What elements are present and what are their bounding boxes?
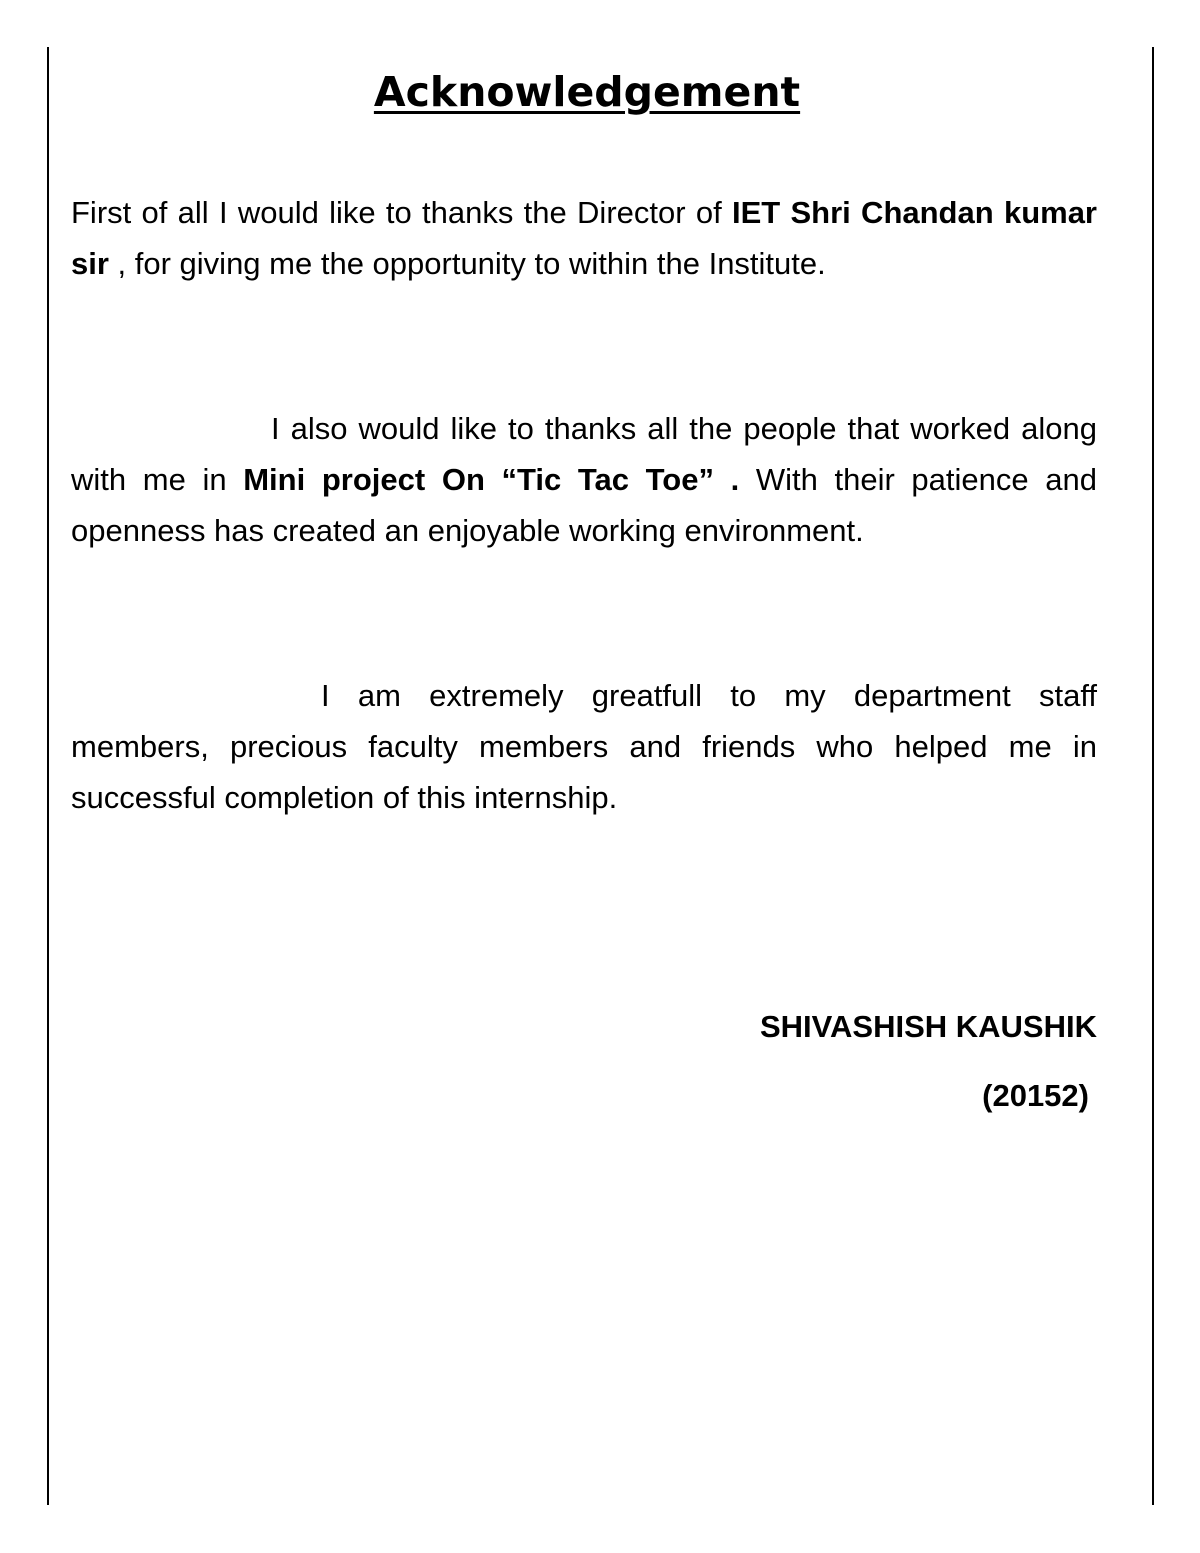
project-name: Mini project On “Tic Tac Toe” .	[243, 462, 740, 497]
paragraph-staff-thanks	[71, 670, 1097, 823]
page-border-right	[1152, 47, 1154, 1505]
paragraph-text: , for giving me the opportunity to within the Institute.	[108, 246, 826, 281]
paragraph-text: With their patience and openness has created an enjoyable working environment.	[71, 462, 1097, 548]
paragraph-text: I am extremely greatfull to my department staff members, precious faculty members and friends who helped me in successful completion of this internship.	[71, 678, 1097, 815]
paragraph-team-thanks	[71, 403, 1097, 556]
signature-name: SHIVASHISH KAUSHIK	[759, 1009, 1097, 1044]
paragraph-text: I also would like to thanks all the people that worked along with me in	[71, 411, 1097, 497]
page-border-left	[47, 47, 49, 1505]
director-name: IET Shri Chandan kumar sir	[71, 195, 1097, 281]
paragraph-text: First of all I would like to thanks the Director of	[71, 195, 732, 230]
page-title: Acknowledgement	[373, 68, 801, 116]
paragraph-director-thanks	[71, 187, 1097, 289]
signature-id: (20152)	[982, 1078, 1089, 1113]
